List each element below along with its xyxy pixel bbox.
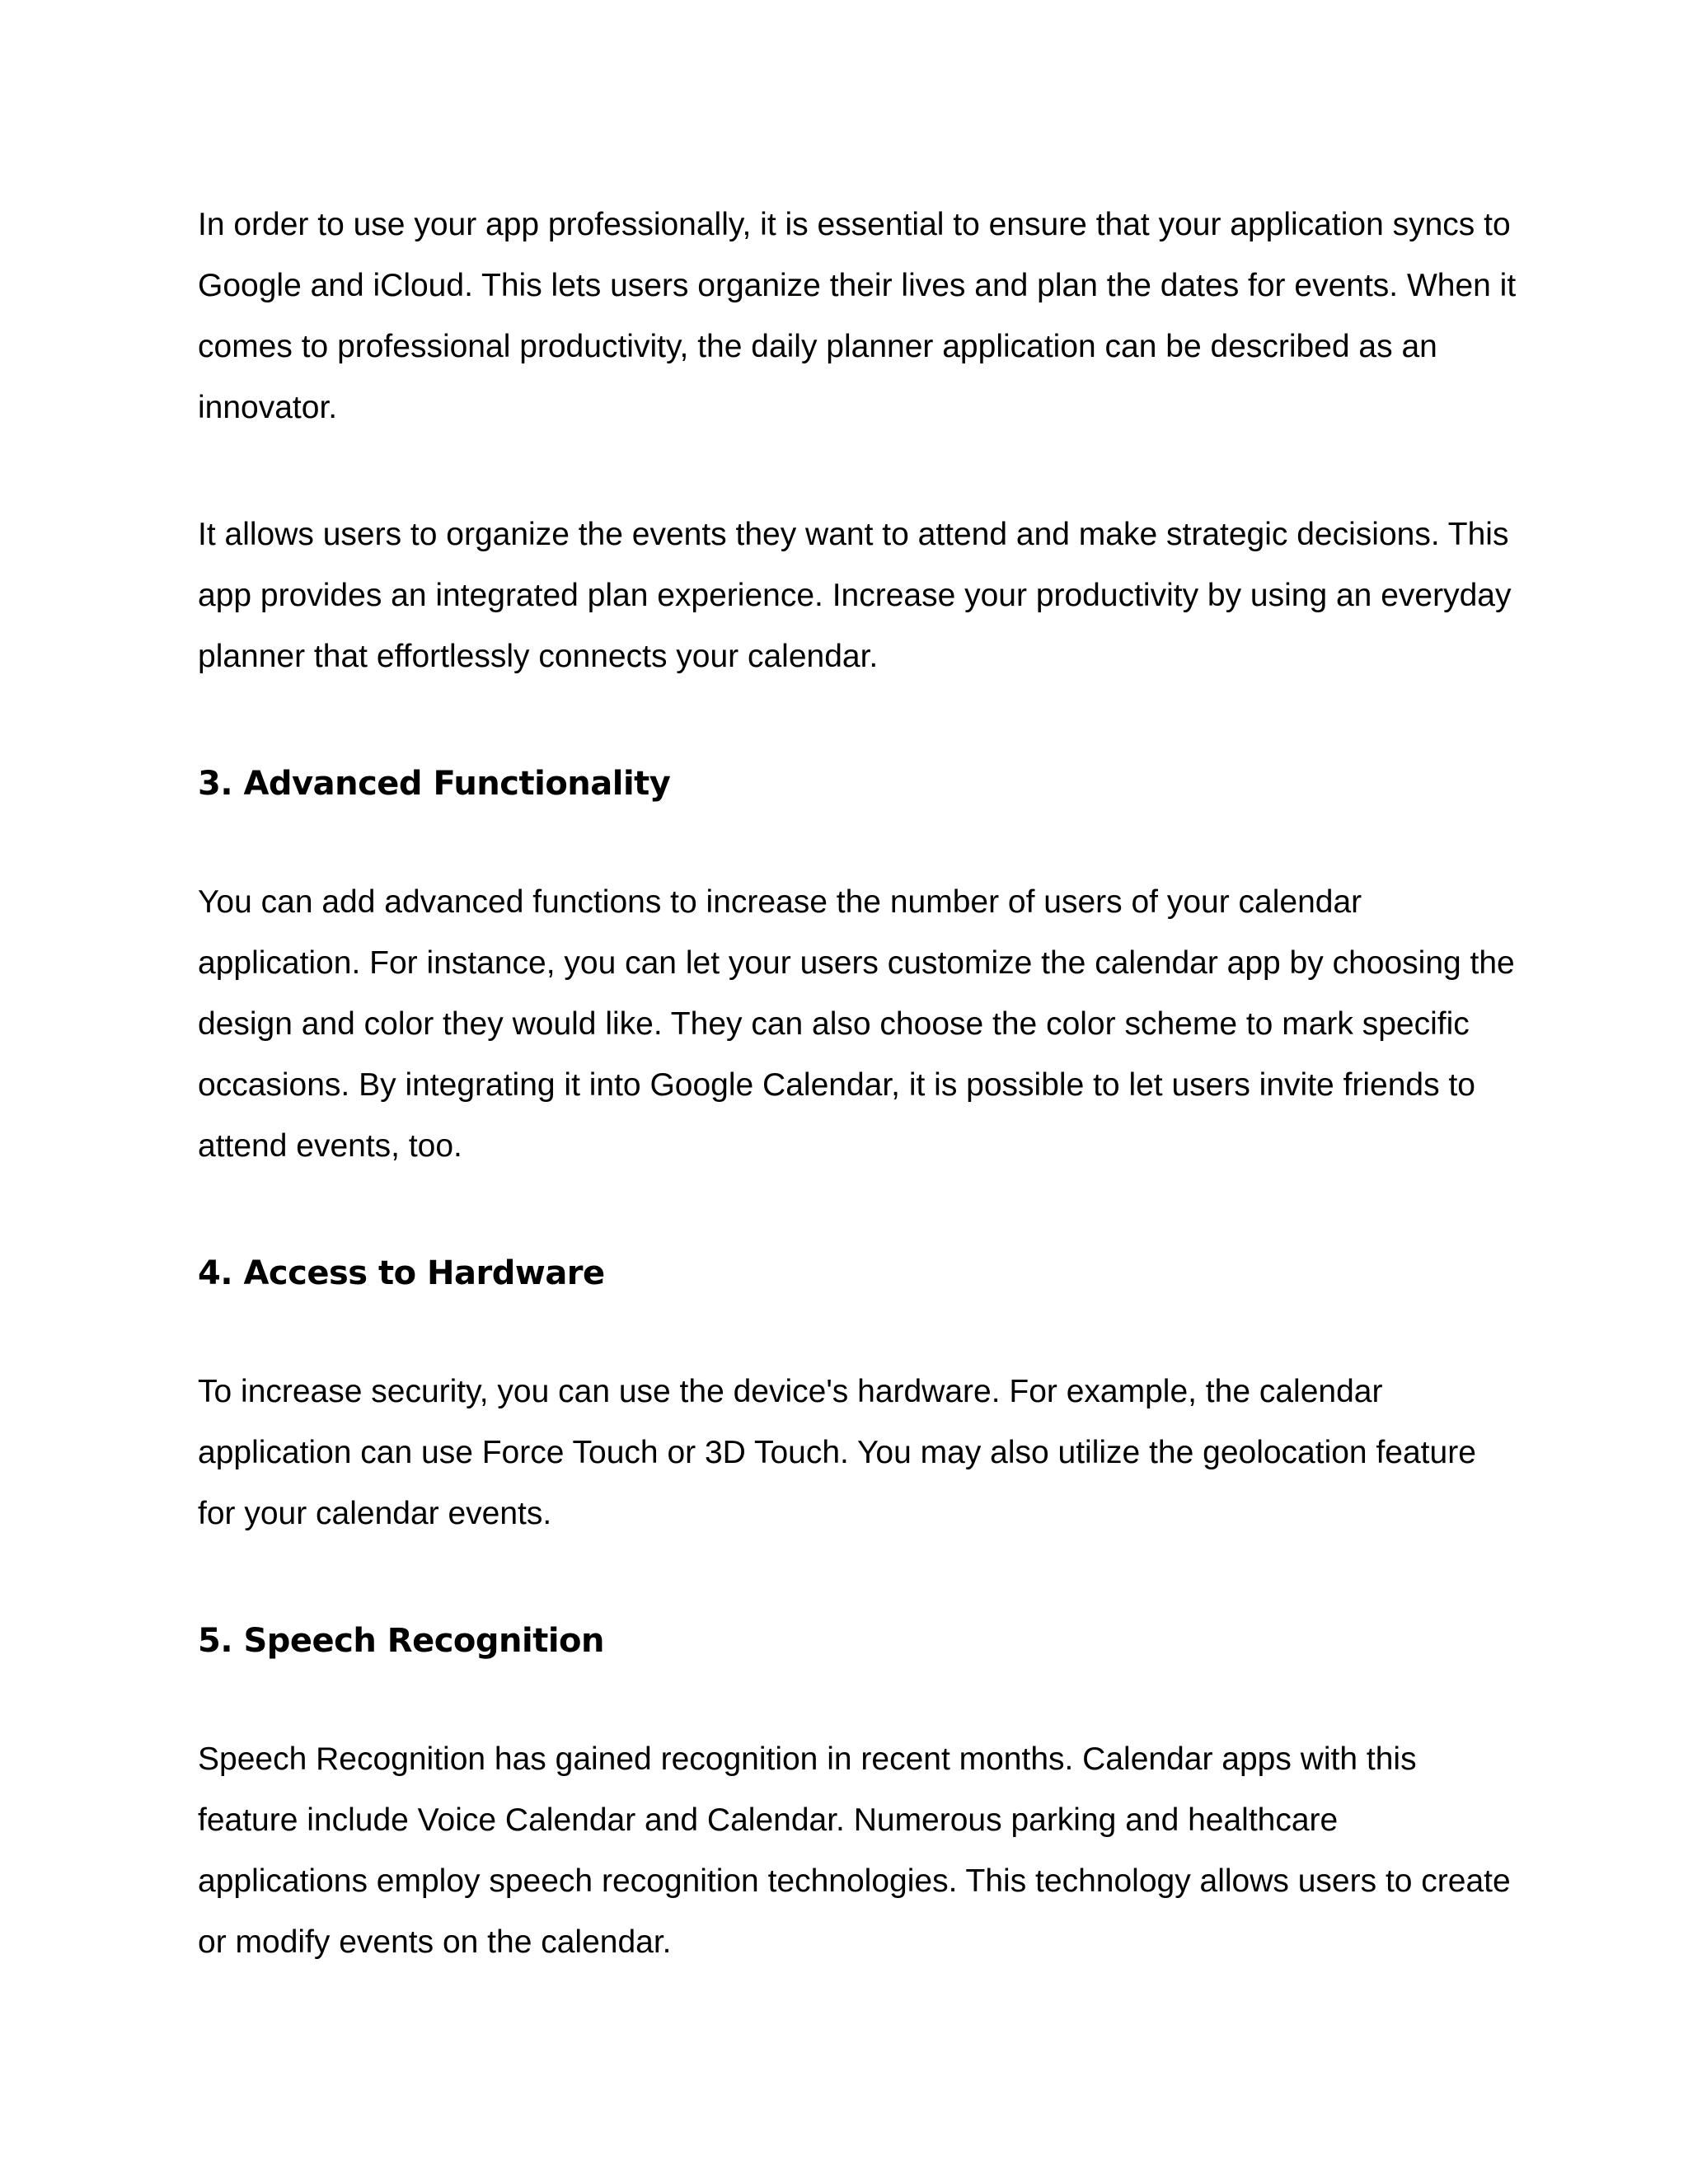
section-body-speech-recognition: Speech Recognition has gained recognition in recent months. Calendar apps with this feature include Voice Calendar and Calendar. Numerous parking and healthcare applications employ speech recognition technologies. This technology allows users to create or modify events on the calendar. — [198, 1741, 1511, 1960]
spacer — [198, 1544, 1517, 1610]
document-page — [198, 194, 1517, 1973]
spacer — [198, 1671, 1517, 1729]
spacer — [198, 814, 1517, 872]
section-heading-speech-recognition: 5. Speech Recognition — [198, 1622, 604, 1660]
spacer — [198, 687, 1517, 753]
spacer — [198, 1304, 1517, 1361]
spacer — [198, 438, 1517, 504]
section-heading-advanced-functionality: 3. Advanced Functionality — [198, 765, 671, 803]
spacer — [198, 1177, 1517, 1243]
intro-paragraph-1: In order to use your app professionally, it is essential to ensure that your application syncs to Google and iCloud. This lets users organize their lives and plan the dates for events. When it comes to professional productivity, the daily planner application can be described as an innovator. — [198, 207, 1517, 425]
section-body-advanced-functionality: You can add advanced functions to increase the number of users of your calendar application. For instance, you can let your users customize the calendar app by choosing the design and color they would like. They can also choose the color scheme to mark specific occasions. By integrating it into Google Calendar, it is possible to let users invite friends to attend events, too. — [198, 884, 1515, 1164]
section-heading-access-to-hardware: 4. Access to Hardware — [198, 1254, 605, 1292]
section-body-access-to-hardware: To increase security, you can use the device's hardware. For example, the calendar application can use Force Touch or 3D Touch. You may also utilize the geolocation feature for your calendar events. — [198, 1374, 1476, 1531]
intro-paragraph-2: It allows users to organize the events they want to attend and make strategic decisions. This app provides an integrated plan experience. Increase your productivity by using an everyday planner that effortlessly connects your calendar. — [198, 517, 1512, 674]
